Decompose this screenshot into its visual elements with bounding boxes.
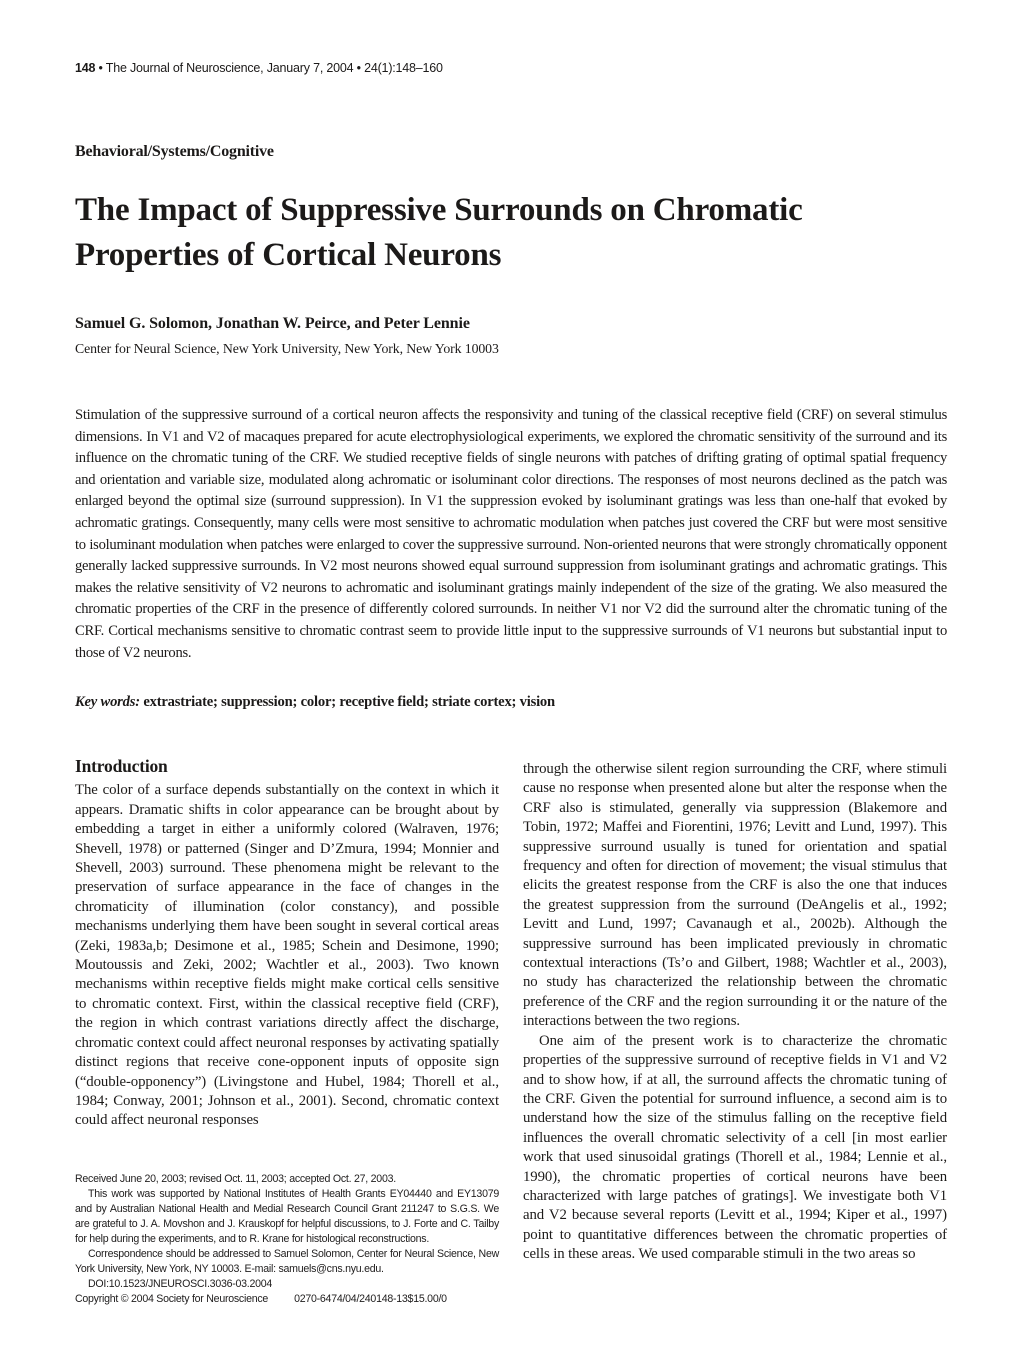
- intro-right-paragraph-1: through the otherwise silent region surrounding the CRF, where stimuli cause no response when presented alone but alter the response when the CRF also is stimulated, generally via suppression (Blakemore and Tobin, 1972; Maffei and Fiorentini, 1976; Levitt and Lund, 1997). This suppressive surround usually is tuned for orientation and spatial frequency and often for direction of movement; the visual stimulus that elicits the greatest response from the CRF is also the one that induces the greatest suppression from the surround (DeAngelis et al., 1992; Levitt and Lund, 1997; Cavanaugh et al., 2002b). Although the suppressive surround has been implicated previously in chromatic contextual interactions (Ts’o and Gilbert, 1988; Wachtler et al., 2003), no study has characterized the relationship between the chromatic preference of the CRF and the region surrounding it or the nature of the interactions between the two regions.: [523, 761, 947, 1030]
- right-column: [523, 760, 947, 1265]
- left-column: [75, 757, 499, 1131]
- page-number: 148: [75, 61, 96, 75]
- intro-left-paragraph: The color of a surface depends substantially on the context in which it appears. Dramatic shifts in color appearance can be brought about by embedding a target in either a uniformly colored (Walraven, 1976; Shevell, 1978) or patterned (Singer and D’Zmura, 1994; Monnier and Shevell, 2003) surround. These phenomena might be relevant to the preservation of surface appearance in the face of changes in the chromaticity of illumination (color constancy), and possible mechanisms underlying them have been sought in several cortical areas (Zeki, 1983a,b; Desimone et al., 1985; Schein and Desimone, 1990; Moutoussis and Zeki, 2002; Wachtler et al., 2003). Two known mechanisms within receptive fields might make cortical cells sensitive to chromatic context. First, within the classical receptive field (CRF), the region in which contrast variations directly affect the discharge, chromatic context could affect neuronal responses by activating spatially distinct regions that receive cone-opponent inputs of opposite sign (“double-opponency”) (Livingstone and Hubel, 1984; Thorell et al., 1984; Conway, 2001; Johnson et al., 2001). Second, chromatic context could affect neuronal responses: [75, 782, 499, 1129]
- section-label: Behavioral/Systems/Cognitive: [75, 143, 274, 160]
- footnote-doi: DOI:10.1523/JNEUROSCI.3036-03.2004: [88, 1278, 273, 1290]
- keywords-label: Key words:: [75, 694, 140, 710]
- footnote-copyright: Copyright © 2004 Society for Neuroscience: [75, 1293, 269, 1305]
- footnote-support: This work was supported by National Institutes of Health Grants EY04440 and EY13079 and by Australian National Health and Medial Research Council Grant 211247 to S.G.S. We are grateful to J. A. Movshon and J. Krauskopf for helpful discussions, to J. Forte and C. Tailby for help during the experiments, and to R. Krane for histological reconstructions.: [75, 1188, 499, 1245]
- running-head: [75, 61, 443, 75]
- introduction-heading: Introduction: [75, 756, 168, 776]
- footnote-copyright-line: [75, 1292, 499, 1307]
- footnote-correspondence: Correspondence should be addressed to Samuel Solomon, Center for Neural Science, New York University, New York, NY 10003. E-mail: samuels@cns.nyu.edu.: [75, 1248, 499, 1275]
- affiliation: Center for Neural Science, New York University, New York, New York 10003: [75, 341, 499, 356]
- footnote-price-code: 0270-6474/04/240148-13$15.00/0: [294, 1293, 447, 1305]
- footnotes-block: [75, 1172, 499, 1307]
- journal-citation: • The Journal of Neuroscience, January 7, 2004 • 24(1):148–160: [98, 61, 443, 75]
- abstract-text: Stimulation of the suppressive surround of a cortical neuron affects the responsivity and tuning of the classical receptive field (CRF) on several stimulus dimensions. In V1 and V2 of macaques prepared for acute electrophysiological experiments, we explored the chromatic sensitivity of the surround and its influence on the chromatic tuning of the CRF. We studied receptive fields of single neurons with patches of drifting grating of optimal spatial frequency and orientation and variable size, modulated along achromatic or isoluminant color directions. The responses of most neurons declined as the patch was enlarged beyond the optimal size (surround suppression). In V1 the suppression evoked by isoluminant gratings was less than one-half that evoked by achromatic gratings. Consequently, many cells were most sensitive to achromatic modulation when patches just covered the CRF but were most sensitive to isoluminant modulation when patches were enlarged to cover the suppressive surround. Non-oriented neurons that were strongly chromatically opponent generally lacked suppressive surrounds. In V2 most neurons showed equal surround suppression from isoluminant gratings and achromatic gratings. This makes the relative sensitivity of V2 neurons to achromatic and isoluminant gratings mainly independent of the size of the grating. We also measured the chromatic properties of the CRF in the presence of differently colored surrounds. In neither V1 nor V2 did the surround alter the chromatic tuning of the CRF. Cortical mechanisms sensitive to chromatic contrast seem to provide little input to the suppressive surrounds of V1 neurons but substantial input to those of V2 neurons.: [75, 407, 947, 661]
- keywords-text: extrastriate; suppression; color; receptive field; striate cortex; vision: [143, 694, 555, 710]
- intro-right-paragraph-2: One aim of the present work is to characterize the chromatic properties of the suppressive surround of receptive fields in V1 and V2 and to show how, if at all, the surround affects the chromatic tuning of the CRF. Given the potential for surround influence, a second aim is to understand how the size of the stimulus falling on the receptive field influences the overall chromatic selectivity of a cell [in most earlier work that used sinusoidal gratings (Thorell et al., 1984; Lennie et al., 1990), the chromatic properties of cortical neurons have been characterized with large patches of gratings]. We investigate both V1 and V2 because several reports (Levitt et al., 1994; Kiper et al., 1997) point to quantitative differences between the chromatic properties of cells in these areas. We used comparable stimuli in the two areas so: [523, 1032, 947, 1263]
- footnote-received: Received June 20, 2003; revised Oct. 11, 2003; accepted Oct. 27, 2003.: [75, 1173, 396, 1185]
- article-title: The Impact of Suppressive Surrounds on Chromatic Properties of Cortical Neurons: [75, 192, 803, 273]
- keywords-line: [75, 694, 947, 711]
- authors: Samuel G. Solomon, Jonathan W. Peirce, and Peter Lennie: [75, 315, 470, 332]
